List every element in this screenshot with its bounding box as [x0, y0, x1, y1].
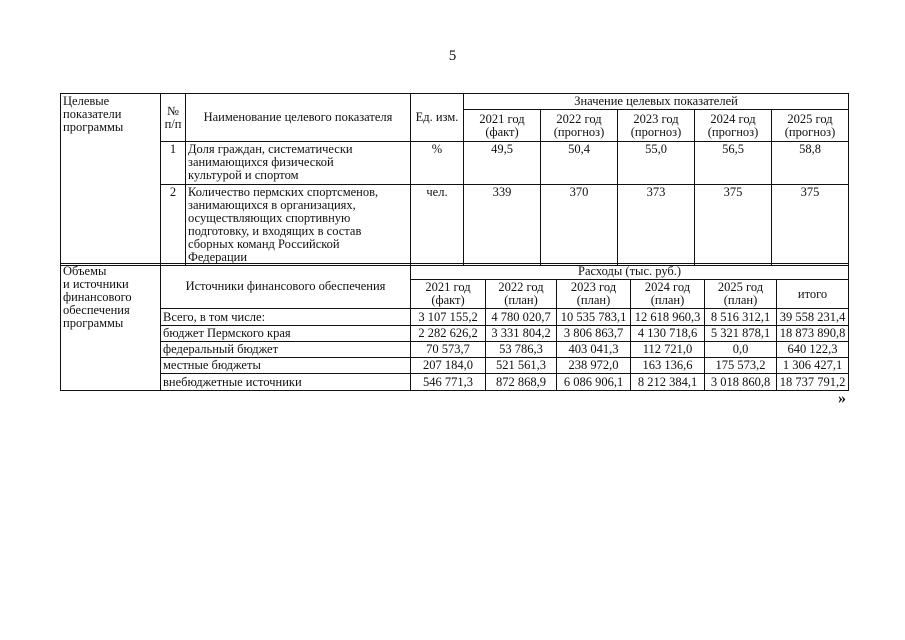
indicators-section-label: Целевые показатели программы	[61, 94, 161, 266]
financing-row-total	[61, 309, 849, 326]
financing-col-2022: 2022 год (план)	[486, 280, 557, 309]
total-2025-value: 8 516 312,1	[705, 309, 777, 326]
federal-budget-label: федеральный бюджет	[161, 342, 411, 358]
indicator-2-name: Количество пермских спортсменов, занимающихся в организациях, осуществляющих спортивную подготовку, и входящих в состав сборных команд Российской Федерации	[186, 185, 411, 266]
federal-budget-2025-value: 0,0	[705, 342, 777, 358]
unit-header: Ед. изм.	[411, 94, 464, 142]
regional-budget-label: бюджет Пермского края	[161, 326, 411, 342]
financing-row-federal-budget	[61, 342, 849, 358]
local-budgets-sum-value: 1 306 427,1	[777, 358, 849, 374]
total-2022-value: 4 780 020,7	[486, 309, 557, 326]
total-label: Всего, в том числе:	[161, 309, 411, 326]
regional-budget-2024-value: 4 130 718,6	[631, 326, 705, 342]
indicator-2-number: 2	[161, 185, 186, 266]
local-budgets-2023-value: 238 972,0	[557, 358, 631, 374]
indicator-1-value-2025: 58,8	[772, 142, 849, 185]
indicator-1-number: 1	[161, 142, 186, 185]
regional-budget-2021-value: 2 282 626,2	[411, 326, 486, 342]
local-budgets-label: местные бюджеты	[161, 358, 411, 374]
local-budgets-2024-value: 163 136,6	[631, 358, 705, 374]
extra-budgetary-sum-value: 18 737 791,2	[777, 374, 849, 391]
indicator-2-value-2022: 370	[541, 185, 618, 266]
financing-col-2023: 2023 год (план)	[557, 280, 631, 309]
federal-budget-2021-value: 70 573,7	[411, 342, 486, 358]
indicator-name-header: Наименование целевого показателя	[186, 94, 411, 142]
local-budgets-2022-value: 521 561,3	[486, 358, 557, 374]
extra-budgetary-2024-value: 8 212 384,1	[631, 374, 705, 391]
local-budgets-2025-value: 175 573,2	[705, 358, 777, 374]
financing-col-2025: 2025 год (план)	[705, 280, 777, 309]
total-2023-value: 10 535 783,1	[557, 309, 631, 326]
extra-budgetary-2022-value: 872 868,9	[486, 374, 557, 391]
federal-budget-2024-value: 112 721,0	[631, 342, 705, 358]
financing-section-label: Объемы и источники финансового обеспечения программы	[61, 264, 161, 391]
year-header-2022: 2022 год (прогноз)	[541, 110, 618, 142]
year-header-2024: 2024 год (прогноз)	[695, 110, 772, 142]
financing-col-total: итого	[777, 280, 849, 309]
indicator-1-value-2024: 56,5	[695, 142, 772, 185]
indicator-2-value-2024: 375	[695, 185, 772, 266]
indicator-1-name: Доля граждан, систематически занимающихся физической культурой и спортом	[186, 142, 411, 185]
target-indicators-table	[60, 93, 849, 266]
year-header-2025: 2025 год (прогноз)	[772, 110, 849, 142]
local-budgets-2021-value: 207 184,0	[411, 358, 486, 374]
total-2021-value: 3 107 155,2	[411, 309, 486, 326]
financing-row-local-budgets	[61, 358, 849, 374]
expenses-header: Расходы (тыс. руб.)	[411, 264, 849, 280]
values-group-header: Значение целевых показателей	[464, 94, 849, 110]
federal-budget-sum-value: 640 122,3	[777, 342, 849, 358]
financing-col-2021: 2021 год (факт)	[411, 280, 486, 309]
indicator-1-unit: %	[411, 142, 464, 185]
extra-budgetary-2021-value: 546 771,3	[411, 374, 486, 391]
total-2024-value: 12 618 960,3	[631, 309, 705, 326]
regional-budget-2022-value: 3 331 804,2	[486, 326, 557, 342]
extra-budgetary-2023-value: 6 086 906,1	[557, 374, 631, 391]
total-sum-value: 39 558 231,4	[777, 309, 849, 326]
indicator-row	[61, 142, 849, 185]
indicator-1-value-2021: 49,5	[464, 142, 541, 185]
year-header-2021: 2021 год (факт)	[464, 110, 541, 142]
page-number: 5	[448, 48, 457, 64]
extra-budgetary-2025-value: 3 018 860,8	[705, 374, 777, 391]
financing-row-regional-budget	[61, 326, 849, 342]
regional-budget-sum-value: 18 873 890,8	[777, 326, 849, 342]
indicator-2-unit: чел.	[411, 185, 464, 266]
financing-row-extra-budgetary	[61, 374, 849, 391]
year-header-2023: 2023 год (прогноз)	[618, 110, 695, 142]
indicator-1-value-2023: 55,0	[618, 142, 695, 185]
financing-col-2024: 2024 год (план)	[631, 280, 705, 309]
sources-header: Источники финансового обеспечения	[161, 264, 411, 309]
federal-budget-2023-value: 403 041,3	[557, 342, 631, 358]
indicator-1-value-2022: 50,4	[541, 142, 618, 185]
indicator-2-value-2021: 339	[464, 185, 541, 266]
financing-table	[60, 263, 849, 391]
number-header: № п/п	[161, 94, 186, 142]
regional-budget-2023-value: 3 806 863,7	[557, 326, 631, 342]
indicator-row	[61, 185, 849, 266]
federal-budget-2022-value: 53 786,3	[486, 342, 557, 358]
indicator-2-value-2023: 373	[618, 185, 695, 266]
indicator-2-value-2025: 375	[772, 185, 849, 266]
regional-budget-2025-value: 5 321 878,1	[705, 326, 777, 342]
extra-budgetary-label: внебюджетные источники	[161, 374, 411, 391]
financing-header-row	[61, 264, 849, 280]
closing-quote-mark: »	[838, 390, 846, 407]
indicators-header-row	[61, 94, 849, 110]
